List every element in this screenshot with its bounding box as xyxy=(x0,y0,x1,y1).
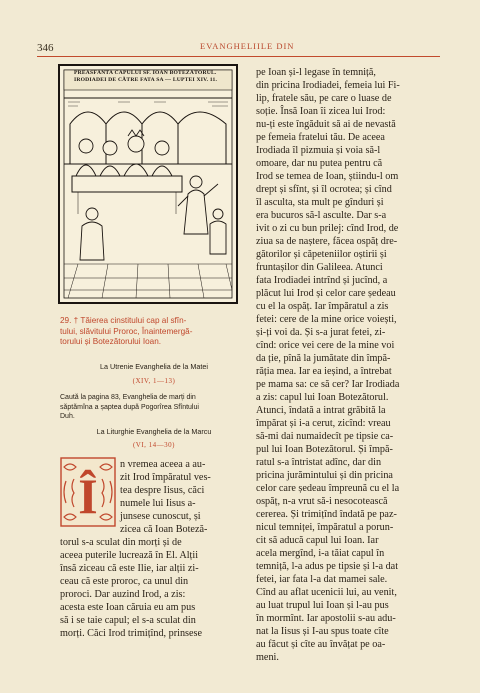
text-line: Irodiada îl pizmuia și voia să-l xyxy=(256,145,381,156)
matins-heading: La Utrenie Evanghelia de la Matei xyxy=(100,362,208,371)
text-line: pricina jurămintului și din pricina xyxy=(256,470,393,481)
cross-reference-note xyxy=(60,393,248,422)
note-line: Duh. xyxy=(60,413,75,420)
text-line: pe mama sa: ce să cer? Iar Irodiada xyxy=(256,379,400,390)
text-line: cererea. Și trimițînd îndată pe paz- xyxy=(256,509,397,520)
text-line: plăcut lui Irod și celor care ședeau xyxy=(256,288,396,299)
text-line: pul lui Ioan Botezătorul. Și împă- xyxy=(256,444,393,455)
text-line: meni. xyxy=(256,652,279,663)
text-line: au luat trupul lui Ioan și l-au pus xyxy=(256,600,389,611)
liturgy-reference: (VI, 14—30) xyxy=(132,441,176,449)
text-line: omoare, dar nu putea pentru că xyxy=(256,158,383,169)
text-line: din pricina Irodiadei, femeia lui Fi- xyxy=(256,80,400,91)
text-line: morți. Căci Irod trimițînd, prinsese xyxy=(60,628,203,639)
text-line: nicul temniței, împăratul a porun- xyxy=(256,522,394,533)
text-line: fata Irodiadei intrînd și jucînd, a xyxy=(256,275,388,286)
text-line: fetei, iar fata l-a dat mamei sale. xyxy=(256,574,388,585)
text-line: cu el la ospăț. Iar împăratul a zis xyxy=(256,301,389,312)
text-line: gătorilor și căpeteniilor oștirii și xyxy=(256,249,387,260)
text-line: junsese cunoscut, și xyxy=(120,511,201,522)
text-line: zicea că Ioan Boteză- xyxy=(120,524,208,535)
page-number: 346 xyxy=(37,42,54,54)
feast-title xyxy=(60,316,248,348)
text-line: în mormînt. Iar apostolii s-au adu- xyxy=(256,613,396,624)
matins-reference: (XIV, 1—13) xyxy=(132,377,176,385)
text-line: acela mergînd, i-a tăiat capul în xyxy=(256,548,385,559)
text-line: împărat și i-a cerut, zicînd: vreau xyxy=(256,418,391,429)
text-line: fetei: cere de la mine orice voiești, xyxy=(256,314,397,325)
text-line: nu-ți este îngăduit să ai de nevastă xyxy=(256,119,396,130)
text-line: și-ți voi da. Și s-a jurat fetei, zi- xyxy=(256,327,386,338)
text-line: cînd: orice vei cere de la mine voi xyxy=(256,340,395,351)
text-line: Irod se temea de Ioan, știindu-l om xyxy=(256,171,399,182)
text-line: ziua sa de naștere, făcea ospăț dre- xyxy=(256,236,398,247)
text-line: era bucuros să-l asculte. Dar s-a xyxy=(256,210,387,221)
feast-title-line: 29. † Tăierea cinstitului cap al sfîn- xyxy=(60,316,187,325)
text-line: zit Irod împăratul ves- xyxy=(120,472,211,483)
text-line: ivit o zi cu bun prilej: cînd Irod, de xyxy=(256,223,399,234)
text-line: tea despre Iisus, căci xyxy=(120,485,205,496)
text-line: ratul s-a întristat adînc, dar din xyxy=(256,457,382,468)
header-rule xyxy=(37,56,440,57)
text-line: să i se taie capul; el s-a sculat din xyxy=(60,615,196,626)
illustration-caption xyxy=(74,70,234,84)
drop-cap-letter: Î xyxy=(78,468,98,524)
text-line: celor care ședeau împreună cu el la xyxy=(256,483,400,494)
text-line: lip, fratele său, pe care o luase de xyxy=(256,93,392,104)
text-line: a zis: capul lui Ioan Botezătorul. xyxy=(256,392,389,403)
note-line: săptămîna a șaptea după Pogorîrea Sfîntului xyxy=(60,403,199,411)
feast-title-line: torului și Botezătorului Ioan. xyxy=(60,337,162,347)
woodcut-illustration xyxy=(58,64,238,304)
drop-cap xyxy=(60,457,116,527)
liturgy-heading: La Liturghie Evanghelia de la Marcu xyxy=(96,427,212,436)
text-line: da ție, pînă la jumătate din împă- xyxy=(256,353,391,364)
text-line: drept și sfînt, și îl ocrotea; și cînd xyxy=(256,184,392,195)
text-line: pe Ioan și-l legase în temniță, xyxy=(256,67,376,78)
text-line: ceau că este proroc, ca unul din xyxy=(60,576,189,587)
text-line: temniță, l-a adus pe tipsie și l-a dat xyxy=(256,561,399,572)
text-line: răția mea. Iar ea ieșind, a întrebat xyxy=(256,366,392,377)
text-line: să-mi dai numaidecît pe tipsie ca- xyxy=(256,431,394,442)
text-line: pe femeia fratelui tău. De aceea xyxy=(256,132,385,143)
note-line: Caută la pagina 83, Evanghelia de marți din xyxy=(60,394,196,401)
text-line: fruntașilor din Galileea. Atunci xyxy=(256,262,383,273)
text-line: numele lui Iisus a- xyxy=(120,498,196,509)
text-line: cit să aducă capul lui Ioan. Iar xyxy=(256,535,379,546)
text-line: însă ziceau că este Ilie, iar alții zi- xyxy=(60,563,199,574)
text-line: aceea puterile lucrează în El. Alții xyxy=(60,550,199,561)
text-line: au făcut și cîte au învățat pe oa- xyxy=(256,639,386,650)
illustration-caption-line: IRODIADEI DE CĂTRE FATA SA ~~ LUPTEI XIV. 11. xyxy=(74,77,218,83)
text-line: soție. Însă Ioan îi zicea lui Irod: xyxy=(256,106,386,117)
feast-title-line: tului, slăvitului Proroc, Înaintemergă- xyxy=(60,326,193,336)
illustration-caption-line: PREASFÂNTA CAPULUI SF. IOAN BOTEZĂTORUL. xyxy=(74,70,217,76)
text-line: ospăț, n-a vrut să-i nesocotească xyxy=(256,496,388,507)
text-line: nat la Iisus și I-au spus toate cîte xyxy=(256,626,389,637)
text-line: n vremea aceea a au- xyxy=(120,459,206,470)
running-title: EVANGHELIILE DIN xyxy=(200,41,295,51)
text-line: acesta este Ioan căruia eu am pus xyxy=(60,602,196,613)
text-line: Atunci, îndată a intrat grăbită la xyxy=(256,405,386,416)
text-line: îl asculta, sta mult pe gînduri și xyxy=(256,197,384,208)
text-line: Cînd au aflat ucenicii lui, au venit, xyxy=(256,587,397,598)
text-line: torul s-a sculat din morți și de xyxy=(60,537,182,548)
text-line: proroci. Dar auzind Irod, a zis: xyxy=(60,589,186,600)
